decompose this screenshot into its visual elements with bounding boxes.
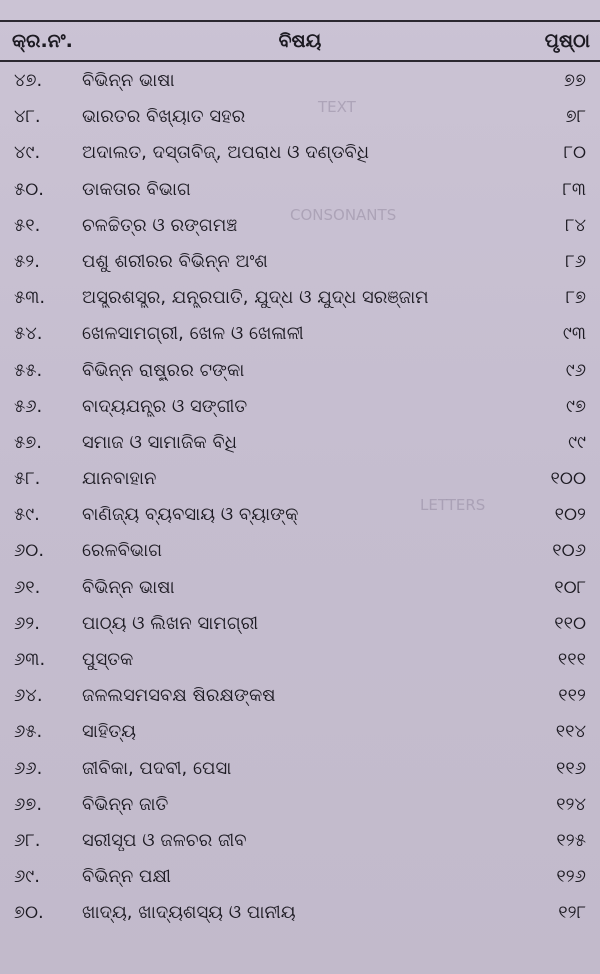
row-page: ୧୧୨: [558, 685, 586, 707]
row-title: ଜୀବିକା, ପଦବୀ, ପେସା: [82, 757, 232, 779]
row-page: ୮୪: [565, 214, 586, 236]
row-title: ବିଭିନ୍ନ ଭାଷା: [82, 70, 175, 91]
row-title: ବିଭିନ୍ନ ରାଷ୍ଟ୍ରର ଟଙ୍କା: [82, 359, 245, 381]
row-title: ଜଳଲସମସବକ୍ଷ ଷିରକ୍ଷଙ୍କଷ: [82, 685, 276, 707]
contents-row: [0, 64, 600, 100]
row-page: ୯୩: [562, 323, 586, 345]
row-number: ୬୭.: [14, 793, 43, 815]
row-page: ୧୦୨: [554, 504, 586, 526]
contents-row: [0, 245, 600, 281]
contents-row: [0, 354, 600, 390]
row-number: ୫୨.: [14, 250, 40, 272]
row-number: ୫୮.: [14, 468, 41, 490]
row-title: ସମାଜ ଓ ସାମାଜିକ ବିଧି: [82, 431, 237, 453]
row-page: ୮୬: [565, 250, 586, 272]
row-number: ୬୦.: [14, 540, 45, 562]
row-page: ୧୦୦: [550, 468, 586, 490]
row-title: ରେଳବିଭାଗ: [82, 540, 163, 562]
row-page: ୧୦୮: [554, 576, 586, 598]
row-number: ୪୮.: [14, 106, 41, 128]
header-subject: ବିଷୟ: [278, 30, 322, 52]
row-page: ୧୧୦: [554, 612, 586, 634]
row-page: ୧୧୬: [555, 757, 586, 779]
row-title: ବାଦ୍ୟଯନ୍ତ୍ର ଓ ସଙ୍ଗୀତ: [82, 395, 248, 417]
row-page: ୧୨୪: [556, 793, 586, 815]
row-title: ଖାଦ୍ୟ, ଖାଦ୍ୟଶସ୍ୟ ଓ ପାନୀୟ: [82, 902, 296, 924]
row-number: ୬୧.: [14, 576, 41, 598]
contents-row: [0, 824, 600, 860]
row-page: ୧୨୮: [558, 902, 586, 924]
row-title: ଅଦାଲତ, ଦସ୍ତାବିଜ୍, ଅପରାଧ ଓ ଦଣ୍ଡବିଧି: [82, 142, 370, 164]
row-title: ସରୀସୃପ ଓ ଜଳଚର ଜୀବ: [82, 829, 247, 851]
row-page: ୧୧୧: [557, 649, 586, 670]
bleed-through-text: CONSONANTS: [290, 206, 397, 224]
row-number: ୬୮.: [14, 829, 41, 851]
row-title: ଅସ୍ତ୍ରଶସ୍ତ୍ର, ଯନ୍ତ୍ରପାତି, ଯୁଦ୍ଧ ଓ ଯୁଦ୍ଧ ସରଞ୍ଜାମ: [82, 287, 429, 309]
contents-row: [0, 788, 600, 824]
header-serial-number: କ୍ର.ନଂ.: [12, 30, 73, 52]
row-number: ୫୦.: [14, 178, 44, 200]
row-page: ୧୧୪: [555, 721, 586, 743]
row-page: ୮୩: [562, 178, 586, 200]
row-number: ୬୫.: [14, 721, 43, 743]
contents-row: [0, 571, 600, 607]
header-top-rule: [0, 20, 600, 22]
contents-row: [0, 390, 600, 426]
row-title: ଚଳଚ୍ଚିତ୍ର ଓ ରଙ୍ଗମଞ୍ଚ: [82, 214, 238, 236]
row-title: ପାଠ୍ୟ ଓ ଲିଖନ ସାମଗ୍ରୀ: [82, 612, 259, 634]
row-title: ପଶୁ ଶରୀରର ବିଭିନ୍ନ ଅଂଶ: [82, 250, 268, 272]
row-page: ୯୭: [566, 395, 586, 417]
row-number: ୬୨.: [14, 612, 40, 634]
row-page: ୭୮: [565, 106, 586, 128]
contents-row: [0, 752, 600, 788]
contents-row: [0, 209, 600, 245]
row-number: ୬୬.: [14, 757, 43, 779]
row-page: ୯୯: [568, 431, 586, 453]
row-page: ୮୦: [563, 142, 586, 164]
row-number: ୪୭.: [14, 70, 43, 91]
contents-row: [0, 643, 600, 679]
row-page: ୧୨୬: [556, 866, 586, 888]
contents-row: [0, 607, 600, 643]
row-number: ୫୫.: [14, 359, 43, 381]
bleed-through-text: TEXT: [318, 98, 356, 116]
row-number: ୫୯.: [14, 504, 40, 526]
row-title: ଯାନବାହାନ: [82, 468, 157, 490]
contents-row: [0, 281, 600, 317]
row-title: ଡାକତାର ବିଭାଗ: [82, 178, 191, 200]
row-title: ବିଭିନ୍ନ ଭାଷା: [82, 576, 175, 598]
row-title: ବାଣିଜ୍ୟ ବ୍ୟବସାୟ ଓ ବ୍ୟାଙ୍କ୍: [82, 504, 299, 526]
row-number: ୫୧.: [14, 214, 41, 236]
bleed-through-text: LETTERS: [420, 496, 486, 514]
table-header: [0, 24, 600, 58]
row-title: ଭାରତର ବିଖ୍ୟାତ ସହର: [82, 106, 246, 128]
row-page: ୮୭: [565, 287, 586, 309]
header-page: ପୃଷ୍ଠା: [544, 30, 590, 52]
row-number: ୫୬.: [14, 395, 43, 417]
row-page: ୧୨୫: [556, 829, 586, 851]
contents-row: [0, 896, 600, 932]
row-number: ୪୯.: [14, 142, 41, 164]
row-number: ୬୪.: [14, 685, 43, 707]
header-bottom-rule: [0, 60, 600, 62]
row-title: ପୁସ୍ତକ: [82, 649, 134, 670]
contents-row: [0, 317, 600, 353]
row-number: ୬୯.: [14, 866, 40, 888]
row-number: ୭୦.: [14, 902, 44, 924]
row-number: ୬୩.: [14, 649, 46, 670]
row-page: ୯୬: [565, 359, 586, 381]
contents-row: [0, 679, 600, 715]
contents-row: [0, 136, 600, 172]
contents-row: [0, 100, 600, 136]
row-number: ୫୩.: [14, 287, 46, 309]
row-number: ୫୪.: [14, 323, 43, 345]
row-page: ୧୦୬: [552, 540, 586, 562]
row-title: ବିଭିନ୍ନ ଜାତି: [82, 793, 169, 815]
contents-row: [0, 860, 600, 896]
contents-row: [0, 498, 600, 534]
contents-list: [0, 64, 600, 933]
row-title: ଖେଳସାମଗ୍ରୀ, ଖେଳ ଓ ଖେଳାଳୀ: [82, 323, 304, 345]
contents-row: [0, 173, 600, 209]
row-title: ସାହିତ୍ୟ: [82, 721, 137, 743]
contents-row: [0, 462, 600, 498]
contents-row: [0, 534, 600, 570]
row-title: ବିଭିନ୍ନ ପକ୍ଷୀ: [82, 866, 171, 888]
row-number: ୫୭.: [14, 431, 42, 453]
row-page: ୭୭: [563, 70, 586, 91]
contents-row: [0, 426, 600, 462]
contents-row: [0, 715, 600, 751]
